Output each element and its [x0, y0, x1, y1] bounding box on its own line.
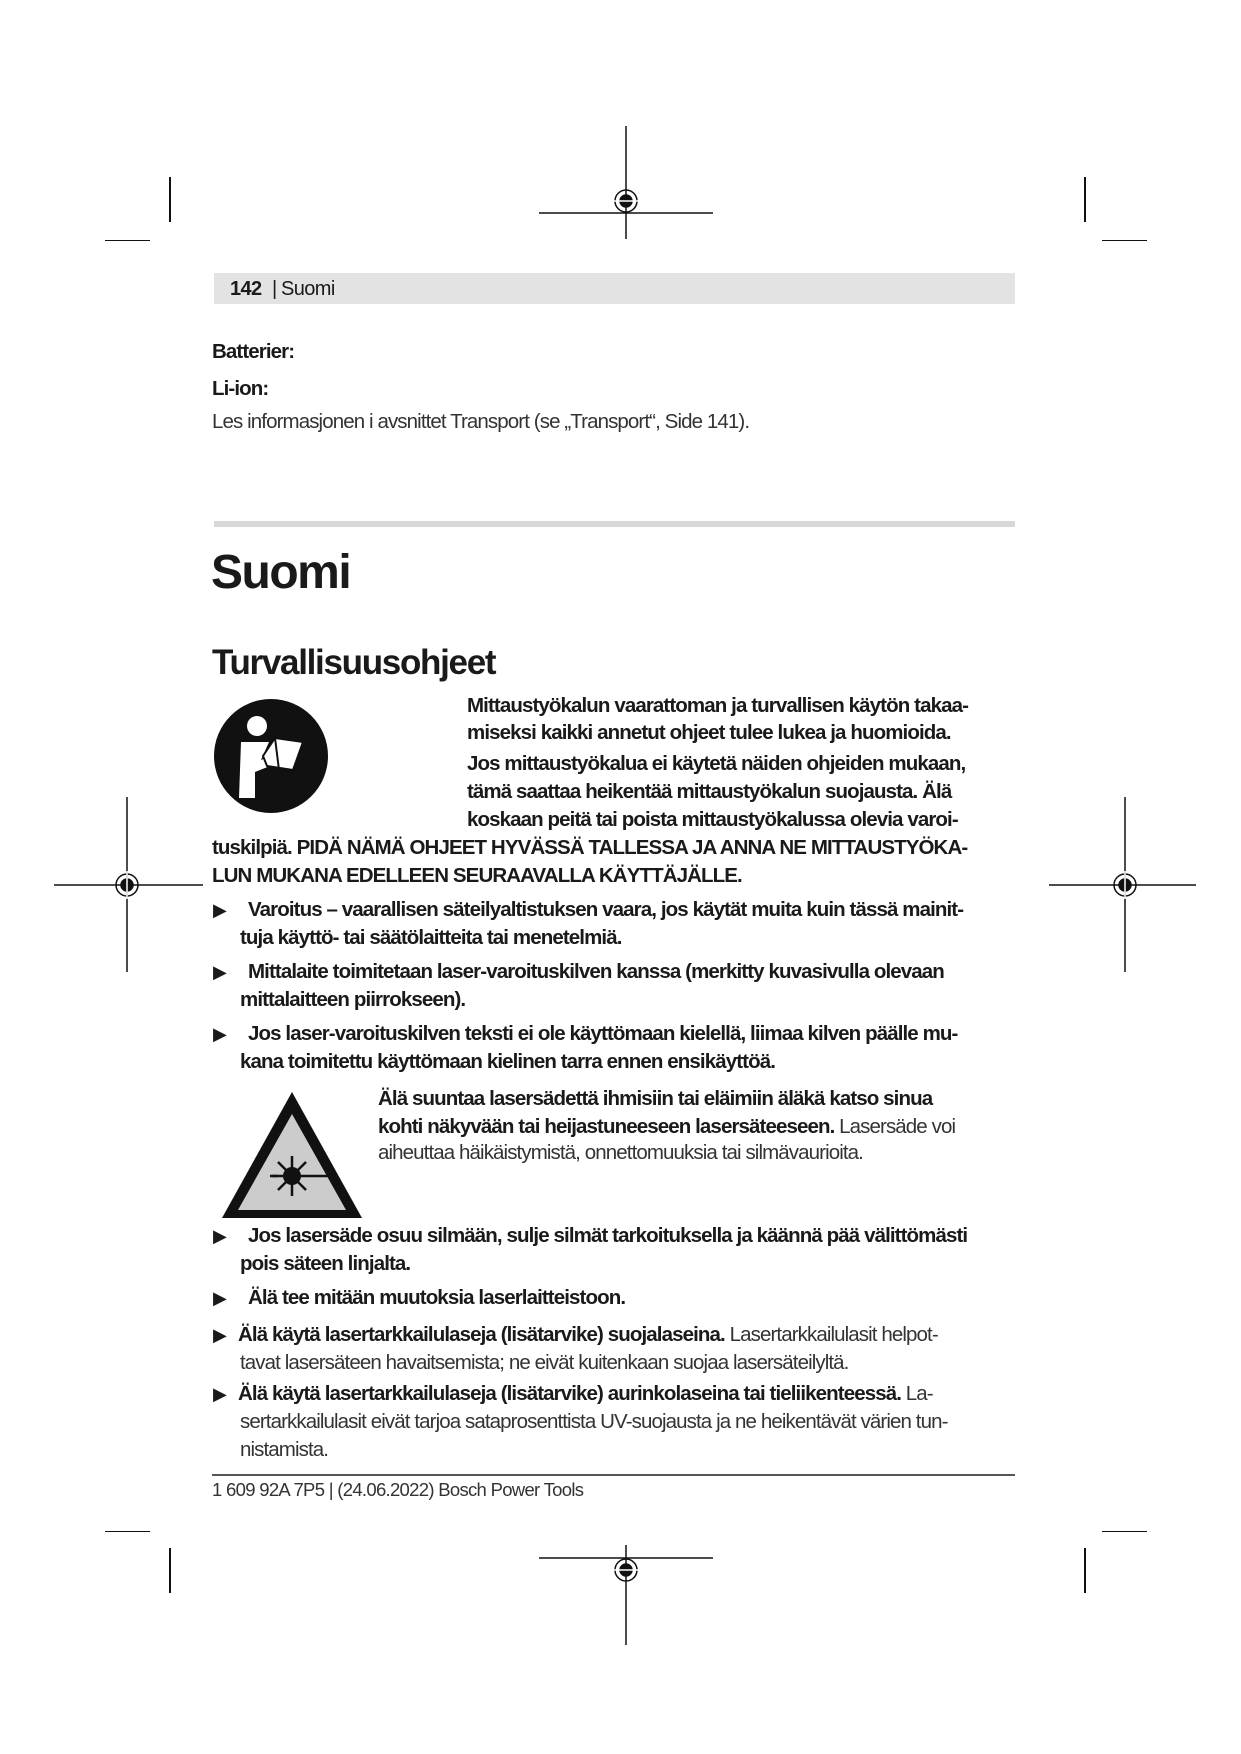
bullet-bold: Älä käytä lasertarkkailulaseja (lisätarvike) suojalaseina. [238, 1323, 725, 1346]
laser-note-line [378, 1115, 955, 1139]
bullet-icon: ▶ [213, 900, 227, 920]
bullet-icon: ▶ [213, 1384, 227, 1404]
bullet-bold: Älä käytä lasertarkkailulaseja (lisätarvike) aurinkolaseina tai tieliikenteessä. [238, 1382, 901, 1405]
bullet-text: Mittalaite toimitetaan laser-varoituskilven kanssa (merkitty kuvasivulla olevaan [248, 960, 944, 983]
batteries-heading: Batterier: [212, 340, 295, 363]
intro-line: LUN MUKANA EDELLEEN SEURAAVALLA KÄYTTÄJÄLLE. [212, 864, 742, 887]
intro-line: Mittaustyökalun vaarattoman ja turvallisen käytön takaa- [467, 694, 968, 717]
bullet-text: sertarkkailulasit eivät tarjoa sataprosenttista UV-suojausta ja ne heikentävät värien tun- [240, 1410, 948, 1433]
batteries-text: Les informasjonen i avsnittet Transport (se „Transport“, Side 141). [212, 410, 750, 433]
bullet-text: tuja käyttö- tai säätölaitteita tai menetelmiä. [240, 926, 622, 949]
laser-note-line: Älä suuntaa lasersädettä ihmisiin tai eläimiin äläkä katso sinua [378, 1087, 933, 1110]
laser-note-line: aiheuttaa häikäistymistä, onnettomuuksia tai silmävaurioita. [378, 1141, 863, 1164]
bullet-text: Varoitus – vaarallisen säteilyaltistuksen vaara, jos käytät muita kuin tässä mainit- [248, 898, 964, 921]
laser-warning-icon [218, 1088, 366, 1224]
bullet-text: kana toimitettu käyttömaan kielinen tarra ennen ensikäyttöä. [240, 1050, 775, 1073]
bullet-text: pois säteen linjalta. [240, 1252, 411, 1275]
liion-heading: Li-ion: [212, 377, 269, 400]
bullet-text [238, 1323, 938, 1347]
bullet-icon: ▶ [213, 962, 227, 982]
intro-line: miseksi kaikki annetut ohjeet tulee lukea ja huomioida. [467, 721, 951, 744]
bullet-icon: ▶ [213, 1288, 227, 1308]
intro-line: tuskilpiä. PIDÄ NÄMÄ OHJEET HYVÄSSÄ TALLESSA JA ANNA NE MITTAUSTYÖKA- [212, 836, 968, 859]
page-title: Suomi [211, 546, 351, 599]
bullet-text: tavat lasersäteen havaitsemista; ne eivät kuitenkaan suojaa lasersäteilyltä. [240, 1351, 849, 1374]
intro-line: tämä saattaa heikentää mittaustyökalun suojausta. Älä [467, 780, 952, 803]
header-section: Suomi [281, 278, 335, 300]
bullet-text: Jos laser-varoituskilven teksti ei ole käyttömaan kielellä, liimaa kilven päälle mu- [248, 1022, 958, 1045]
footer-rule [212, 1474, 1015, 1476]
page-header [214, 273, 1015, 304]
laser-note-bold: kohti näkyvään tai heijastuneeseen lasersäteeseen. [378, 1115, 835, 1138]
read-manual-icon [213, 698, 329, 814]
section-title: Turvallisuusohjeet [212, 643, 496, 682]
intro-line: koskaan peitä tai poista mittaustyökalussa olevia varoi- [467, 808, 958, 831]
page-number: 142 [230, 278, 262, 300]
bullet-regular: La- [901, 1382, 933, 1405]
bullet-text [238, 1382, 933, 1406]
section-divider [214, 521, 1015, 527]
bullet-icon: ▶ [213, 1024, 227, 1044]
bullet-text: Älä tee mitään muutoksia laserlaitteistoon. [248, 1286, 626, 1309]
bullet-regular: Lasertarkkailulasit helpot- [724, 1323, 938, 1346]
bullet-text: Jos lasersäde osuu silmään, sulje silmät tarkoituksella ja käännä pää välittömästi [248, 1224, 968, 1247]
laser-note-regular: Lasersäde voi [834, 1115, 956, 1138]
bullet-text: nistamista. [240, 1438, 329, 1461]
bullet-icon: ▶ [213, 1226, 227, 1246]
footer-text: 1 609 92A 7P5 | (24.06.2022) Bosch Power Tools [212, 1479, 584, 1500]
header-separator: | [272, 278, 277, 300]
bullet-icon: ▶ [213, 1325, 227, 1345]
bullet-text: mittalaitteen piirrokseen). [240, 988, 466, 1011]
intro-line: Jos mittaustyökalua ei käytetä näiden ohjeiden mukaan, [467, 752, 966, 775]
